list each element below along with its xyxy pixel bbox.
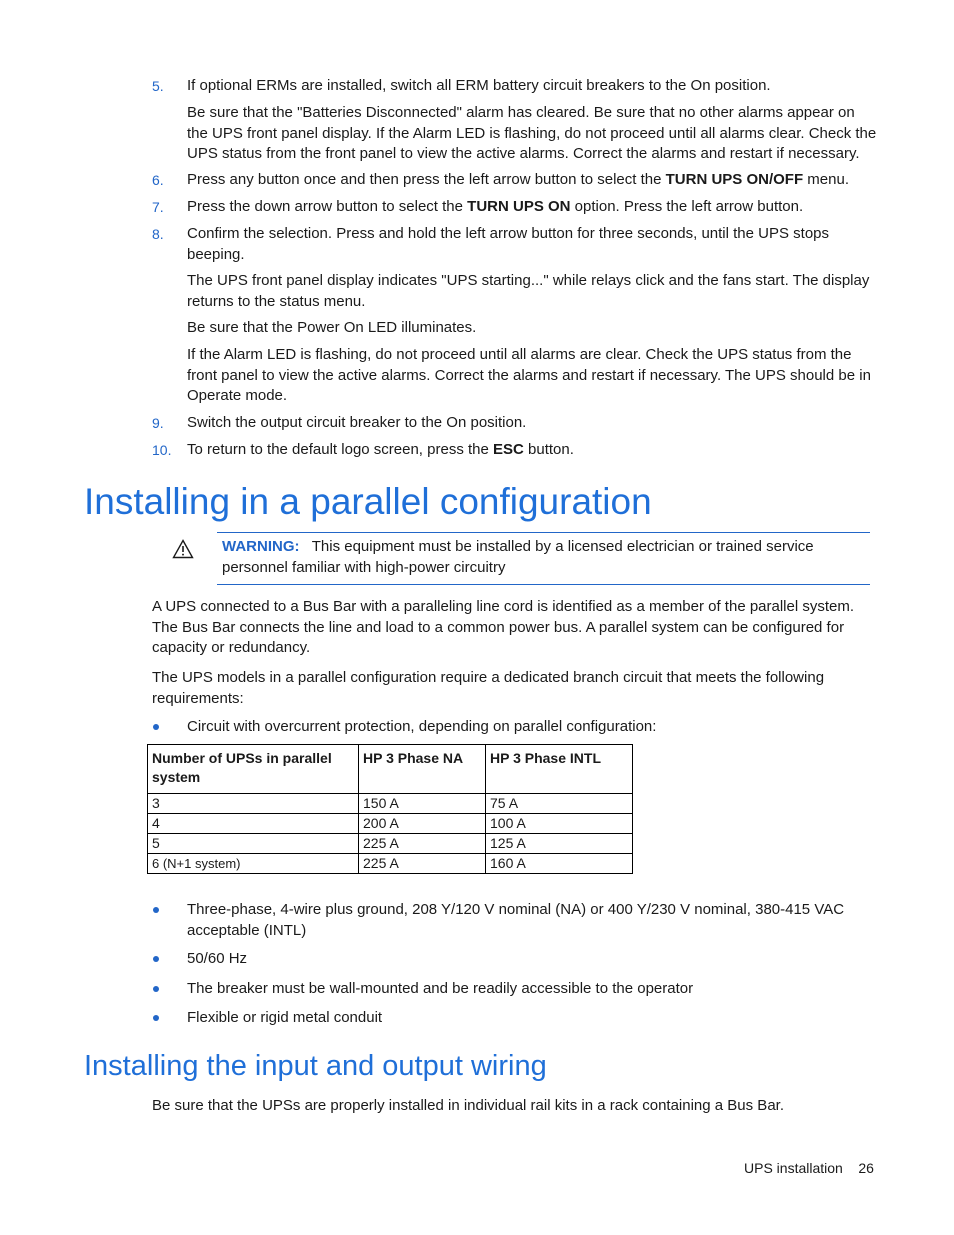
warning-top-rule (217, 532, 870, 533)
step-note: Be sure that the Power On LED illuminates. (187, 319, 477, 336)
table-cell: 125 A (486, 834, 633, 854)
step-number: 5. (152, 78, 164, 94)
table-cell: 3 (148, 794, 359, 814)
step-number: 8. (152, 226, 164, 242)
footer-section: UPS installation (744, 1160, 843, 1176)
bullet-text: Flexible or rigid metal conduit (187, 1009, 383, 1026)
bullet-text: Three-phase, 4-wire plus ground, 208 Y/120 V nominal (NA) or 400 Y/230 V nominal, 380-415 VAC acceptable (INTL) (187, 901, 845, 939)
page-number: 26 (858, 1160, 874, 1176)
table-cell: 225 A (359, 854, 486, 874)
step-note: If the Alarm LED is flashing, do not proceed until all alarms are clear. Check the UPS status from the front panel to view the active alarms. Correct the alarms and restart if necessary. The UPS should be in Operate mode. (187, 346, 871, 404)
warning-text: WARNING: This equipment must be installed by a licensed electrician or trained service personnel familiar with high-power circuitry (222, 538, 814, 576)
table-cell: 160 A (486, 854, 633, 874)
step-text: Press any button once and then press the left arrow button to select the TURN UPS ON/OFF menu. (187, 171, 849, 188)
table-cell: 150 A (359, 794, 486, 814)
table-cell: 225 A (359, 834, 486, 854)
bullet-text: The breaker must be wall-mounted and be readily accessible to the operator (187, 980, 694, 997)
step-number: 7. (152, 199, 164, 215)
table-header-row (148, 745, 633, 794)
table-cell: 4 (148, 814, 359, 834)
warning-label: WARNING: (222, 538, 300, 555)
bullet-dot (153, 956, 159, 962)
step-text: Press the down arrow button to select the TURN UPS ON option. Press the left arrow button. (187, 198, 804, 215)
table-row (148, 854, 633, 874)
table-header-cell: HP 3 Phase INTL (486, 745, 633, 794)
bullet-text: 50/60 Hz (187, 950, 248, 967)
warning-icon (172, 539, 194, 559)
step-text: Confirm the selection. Press and hold the left arrow button for three seconds, until the UPS stops beeping. (187, 225, 830, 263)
step-text: Switch the output circuit breaker to the On position. (187, 414, 527, 431)
warning-bottom-rule (217, 584, 870, 585)
table-header-cell: Number of UPSs in parallel system (148, 745, 359, 794)
paragraph: The UPS models in a parallel configuration require a dedicated branch circuit that meets the following requirements: (152, 669, 825, 707)
section-heading: Installing the input and output wiring (84, 1050, 547, 1082)
step-number: 10. (152, 442, 172, 458)
spec-table (147, 744, 633, 874)
bullet-text: Circuit with overcurrent protection, depending on parallel configuration: (187, 718, 657, 735)
table-row (148, 794, 633, 814)
table-row (148, 814, 633, 834)
step-note: Be sure that the "Batteries Disconnected" alarm has cleared. Be sure that no other alarms appear on the UPS front panel display. If the Alarm LED is flashing, do not proceed until all alarms clear. Check the UPS status from the front panel to view the active alarms. Correct the alarms and restart if necessary. (187, 104, 877, 162)
table-cell: 5 (148, 834, 359, 854)
bullet-dot (153, 1015, 159, 1021)
paragraph: Be sure that the UPSs are properly installed in individual rail kits in a rack containing a Bus Bar. (152, 1097, 784, 1114)
page-footer (744, 1158, 874, 1179)
paragraph: A UPS connected to a Bus Bar with a paralleling line cord is identified as a member of the parallel system. The Bus Bar connects the line and load to a common power bus. A parallel system can be configured for capacity or redundancy. (152, 598, 855, 656)
bullet-dot (153, 986, 159, 992)
table-cell: 100 A (486, 814, 633, 834)
bullet-dot (153, 907, 159, 913)
table-cell: 200 A (359, 814, 486, 834)
table-row (148, 834, 633, 854)
table-header-cell: HP 3 Phase NA (359, 745, 486, 794)
step-text: To return to the default logo screen, press the ESC button. (187, 441, 574, 458)
step-number: 9. (152, 415, 164, 431)
table-cell: 75 A (486, 794, 633, 814)
step-note: The UPS front panel display indicates "UPS starting..." while relays click and the fans start. The display returns to the status menu. (187, 272, 870, 310)
step-text: If optional ERMs are installed, switch all ERM battery circuit breakers to the On position. (187, 77, 771, 94)
table-cell: 6 (N+1 system) (148, 854, 359, 874)
step-number: 6. (152, 172, 164, 188)
section-heading: Installing in a parallel configuration (84, 481, 652, 522)
bullet-dot (153, 724, 159, 730)
